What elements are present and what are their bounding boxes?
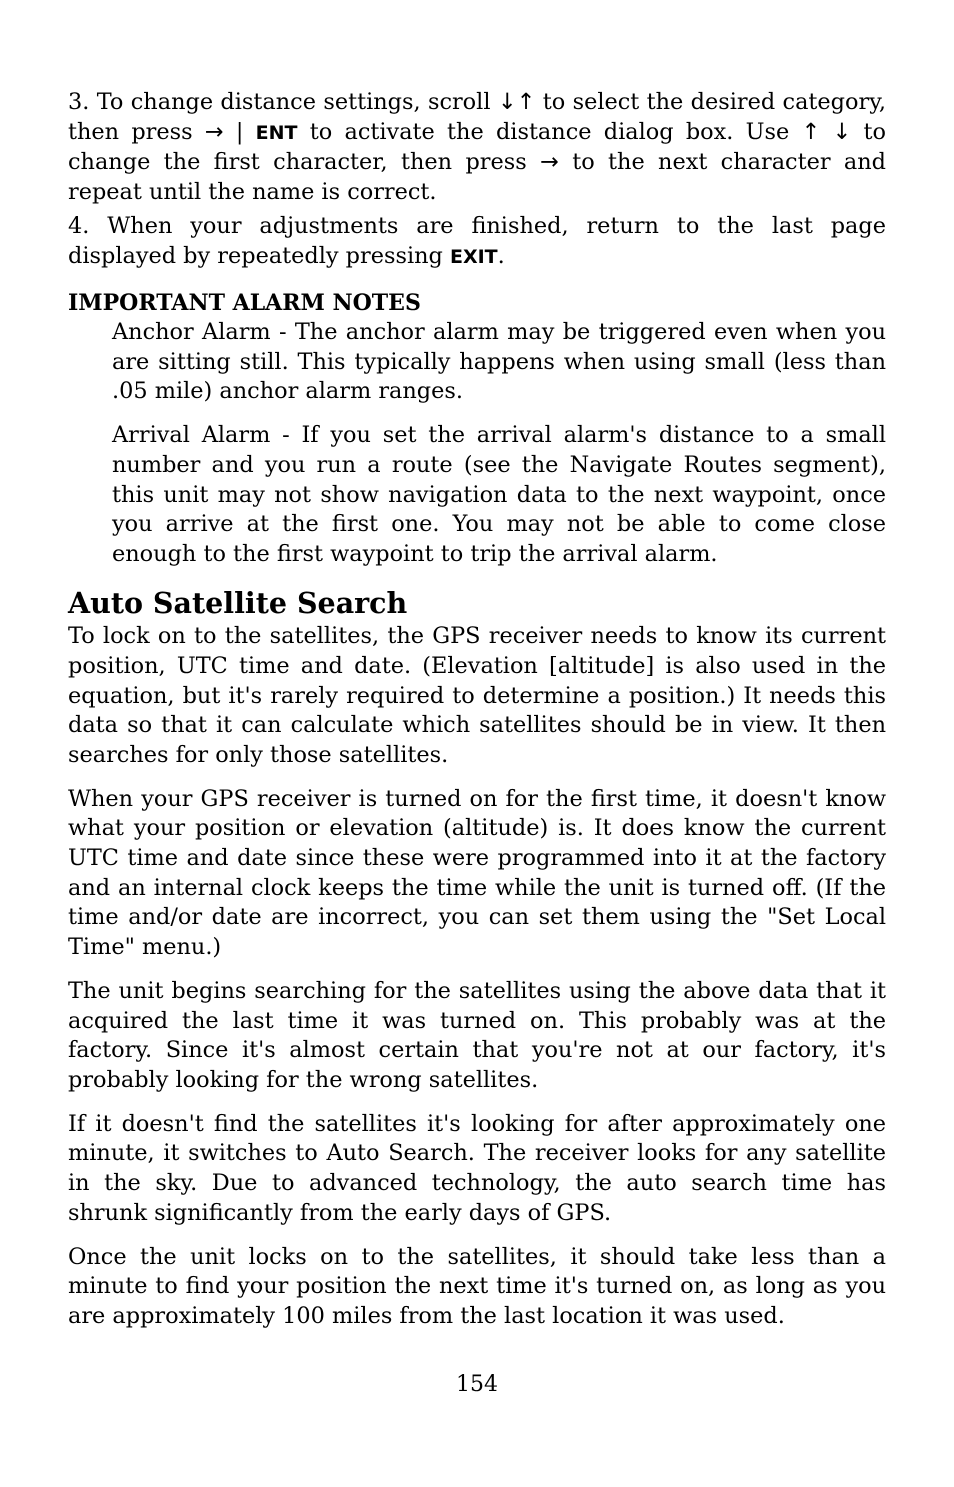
page-number: 154: [456, 1372, 498, 1397]
key-separator: |: [223, 118, 256, 145]
step-4-text: .: [497, 242, 505, 269]
body-paragraph: When your GPS receiver is turned on for the first time, it doesn't know what your position or elevation (altitude) is. It does know the current UTC time and date since these were programmed into it at the factory and an internal clock keeps the time while the unit is turned off. (If the time and/or date are incorrect, you can set them using the "Set Local Time" menu.): [68, 785, 886, 960]
right-arrow-icon: →: [540, 149, 559, 176]
step-3-paragraph: [68, 88, 886, 207]
manual-page: [68, 88, 886, 1331]
ent-key-label: ENT: [255, 121, 298, 144]
up-down-arrows-icon: ↑ ↓: [801, 118, 852, 145]
body-paragraph: To lock on to the satellites, the GPS receiver needs to know its current position, UTC time and date. (Elevation [altitude] is also used in the equation, but it's rarely required to determine a position.) It needs this data so that it can calculate which satellites should be in view. It then searches for only those satellites.: [68, 623, 886, 768]
body-paragraph: The unit begins searching for the satellites using the above data that it acquired the last time it was turned on. This probably was at the factory. Since it's almost certain that you're not at our factory, it's probably looking for the wrong satellites.: [68, 977, 886, 1093]
step-3-text: to select the desired category, then press: [68, 89, 886, 145]
section-title: Auto Satellite Search: [68, 586, 408, 621]
exit-key-label: EXIT: [449, 245, 498, 268]
step-3-text: to activate the distance dialog box. Use: [297, 118, 802, 145]
right-arrow-icon: →: [204, 118, 224, 145]
step-4-text: 4. When your adjustments are finished, return to the last page displayed by repeatedly pressing: [68, 213, 886, 269]
step-3-text: to change the first character, then press: [68, 118, 886, 176]
scroll-arrows-icon: ↓↑: [497, 89, 536, 115]
body-paragraph: If it doesn't find the satellites it's looking for after approximately one minute, it switches to Auto Search. The receiver looks for any satellite in the sky. Due to advanced technology, the auto search time has shrunk significantly from the early days of GPS.: [68, 1110, 886, 1226]
step-3-text: 3. To change distance settings, scroll: [68, 89, 498, 115]
alarm-notes-heading: IMPORTANT ALARM NOTES: [68, 289, 421, 316]
arrival-alarm-note: Arrival Alarm - If you set the arrival alarm's distance to a small number and you run a route (see the Navigate Routes segment), this unit may not show navigation data to the next waypoint, once you arrive at the first one. You may not be able to come close enough to the first waypoint to trip the arrival alarm.: [112, 422, 886, 567]
step-4-paragraph: [68, 212, 886, 272]
step-3-text: to the next character and repeat until the name is correct.: [68, 149, 886, 205]
anchor-alarm-note: Anchor Alarm - The anchor alarm may be triggered even when you are sitting still. This typically happens when using small (less than .05 mile) anchor alarm ranges.: [112, 319, 886, 405]
body-paragraph: Once the unit locks on to the satellites, it should take less than a minute to find your position the next time it's turned on, as long as you are approximately 100 miles from the last location it was used.: [68, 1243, 886, 1329]
